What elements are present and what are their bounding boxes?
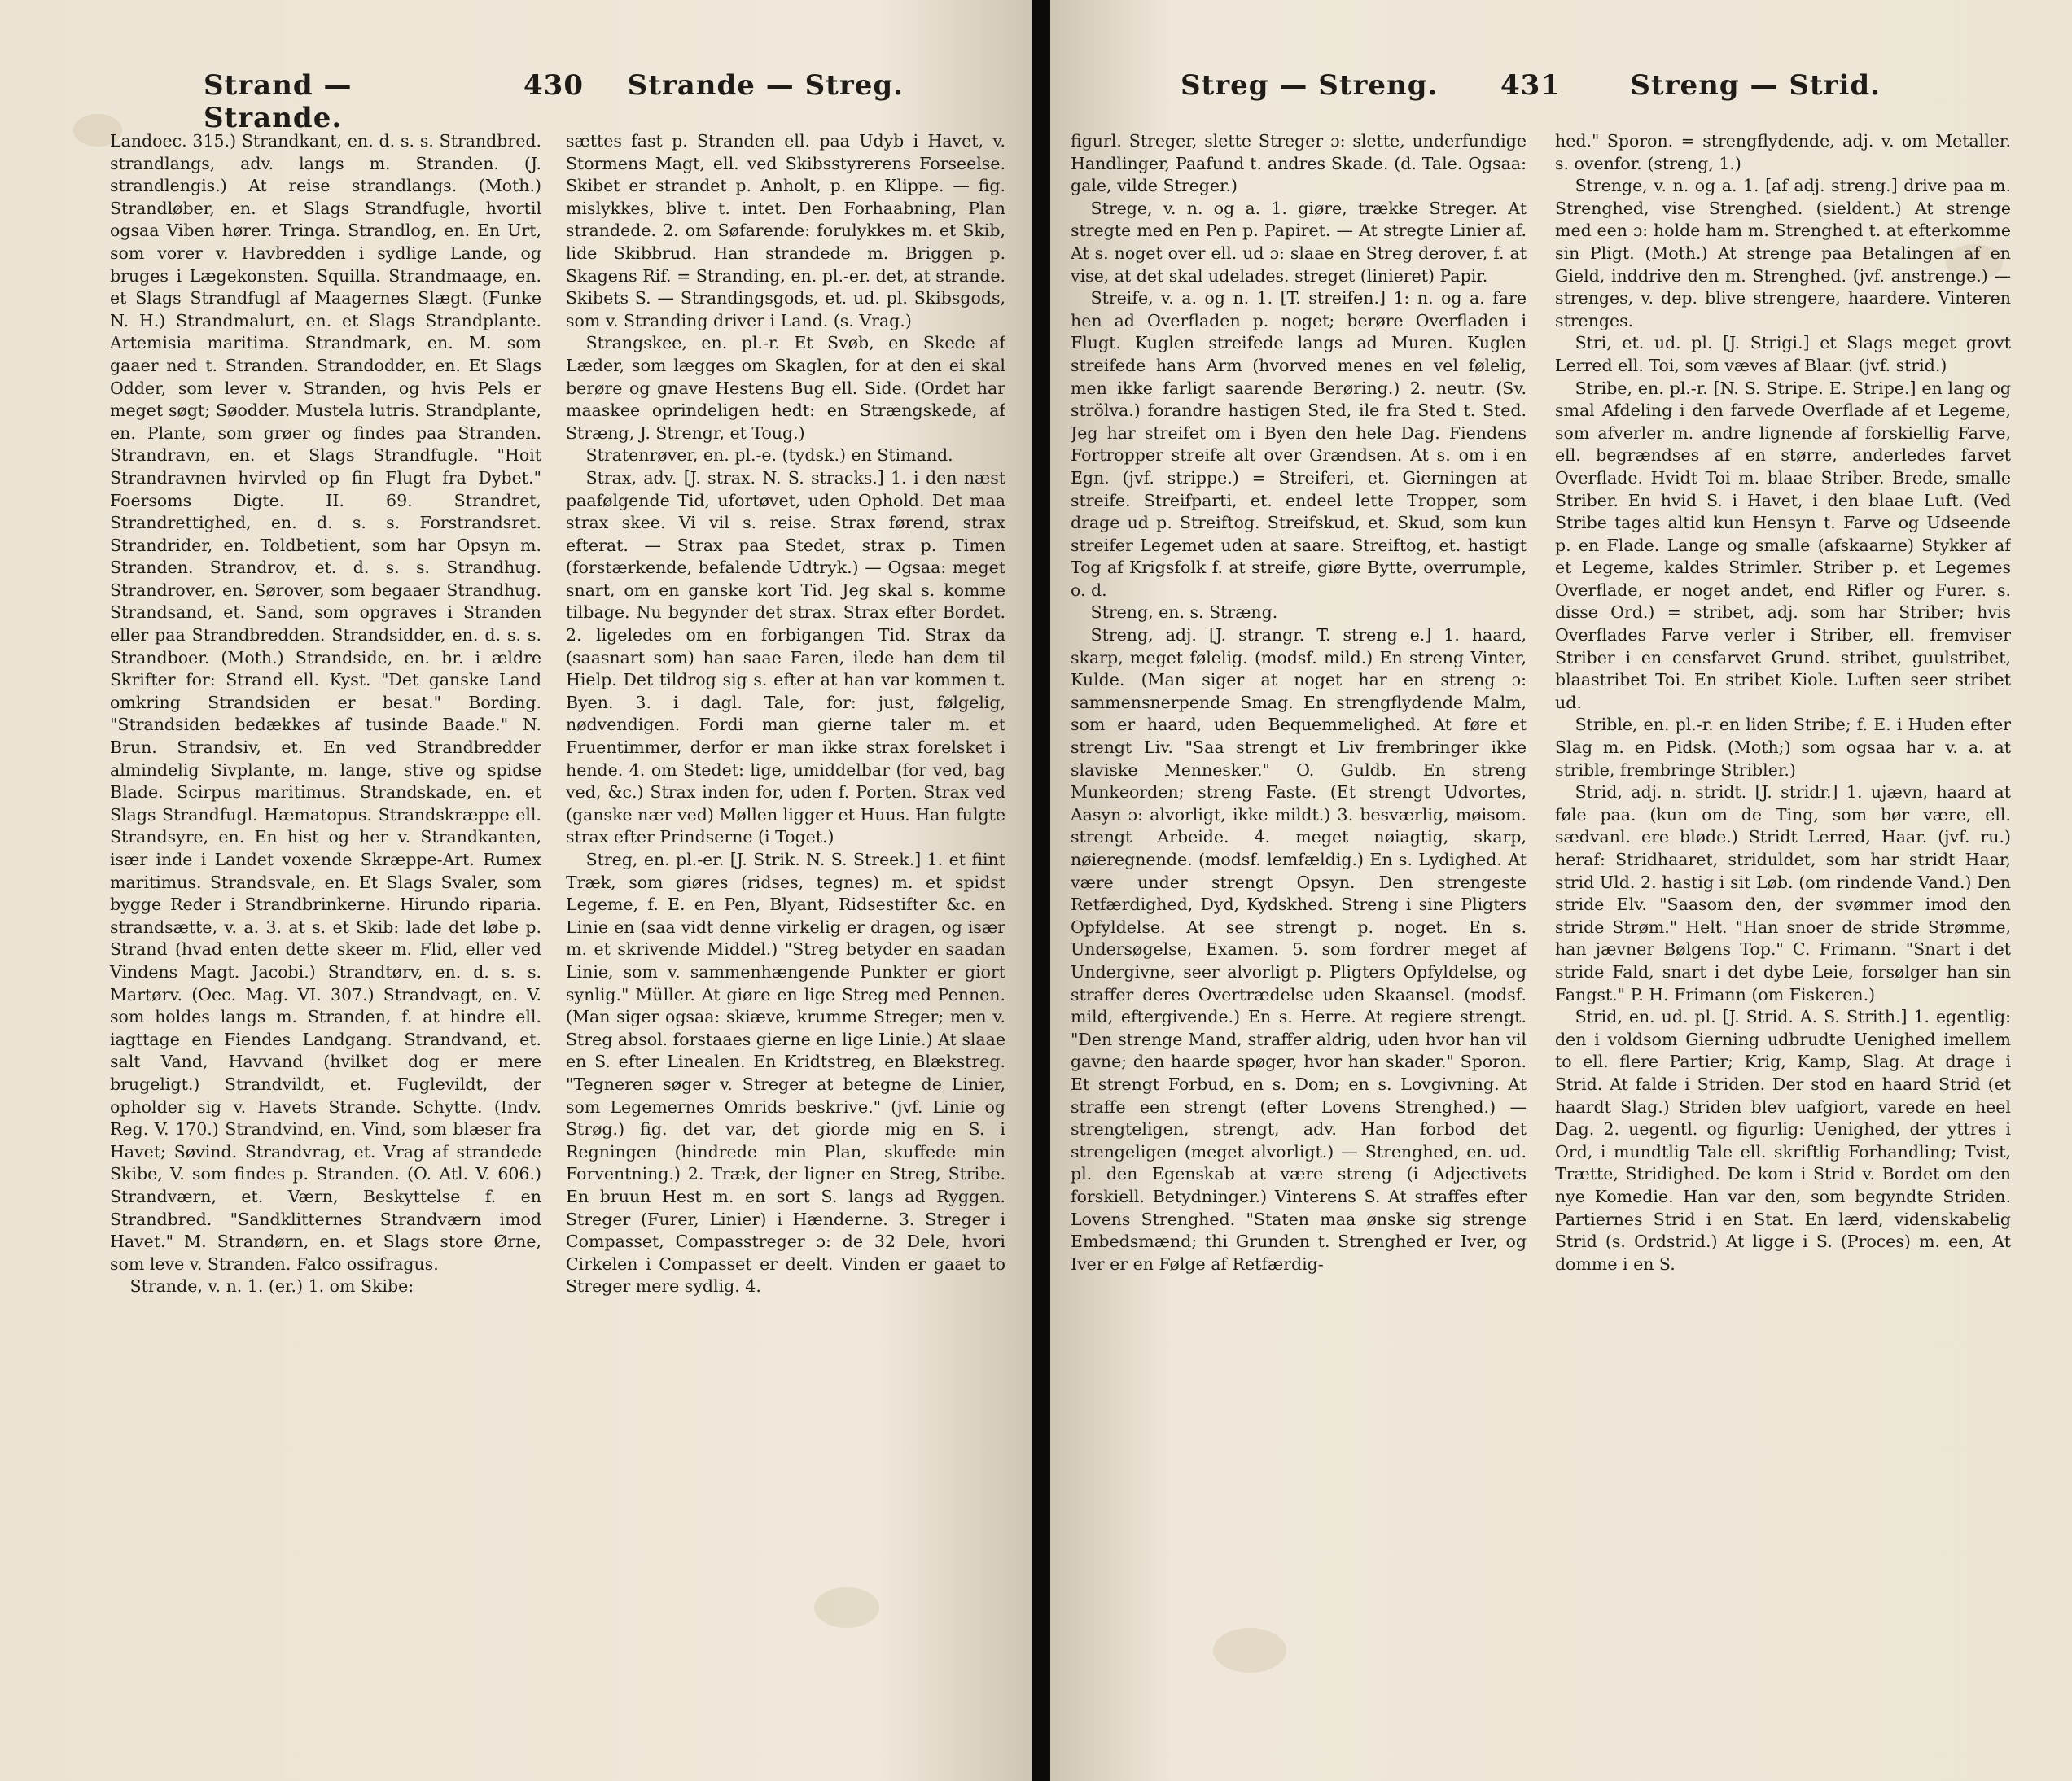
entry-paragraph: Strege, v. n. og a. 1. giøre, trække Streger. At stregte med en Pen p. Papiret. — At stregte Linier af. At s. noget over ell. ud ɔ: slaae en Streg derover, f. at vise, at det skal udelades. streget (linieret) Papir. — [1071, 198, 1527, 286]
guideword-right: Strande — Streg. — [627, 69, 905, 102]
entry-paragraph: Strid, adj. n. stridt. [J. stridr.] 1. ujævn, haard at føle paa. (kun om de Ting, som bør være, ell. sædvanl. ere bløde.) Stridt Lerred, Haar. (jvf. ru.) heraf: Stridhaaret, striduldet, som har stridt Haar, strid Uld. 2. hastig i sit Løb. (om rindende Vand.) Den stride Elv. "Saasom den, der svømmer imod den stride Strøm." Helt. "Han snoer de stride Strømme, han jævner Bølgens Top." C. Frimann. "Snart i det stride Fald, snart i det dybe Leie, forsølger han sin Fangst." P. H. Frimann (om Fiskeren.) — [1555, 782, 2011, 1004]
entry-paragraph: Stribe, en. pl.-r. [N. S. Stripe. E. Stripe.] en lang og smal Afdeling i den farvede Overflade af et Legeme, som afverler m. andre lignende af forskiellig Farve, ell. begrændses af en større, anderledes farvet Overflade. Hvidt Toi m. blaae Striber. Brede, smalle Striber. En hvid S. i Havet, i den blaae Luft. (Ved Stribe tages altid kun Hensyn t. Farve og Udseende p. en Flade. Lange og smalle (afskaarne) Stykker af et Legeme, kaldes Strimler. Striber p. et Legemes Overflade, er noget andet, end Rifler og Furer. s. disse Ord.) = stribet, adj. som har Striber; hvis Overflades Farve verler i Striber, ell. fremviser Striber i en censfarvet Grund. stribet, guulstribet, blaastribet Toi. En stribet Kiole. Luften seer stribet ud. — [1555, 378, 2011, 712]
text-column-2 — [566, 130, 1005, 1626]
entry-paragraph: Streng, en. s. Stræng. — [1090, 602, 1278, 623]
entry-paragraph: Strenge, v. n. og a. 1. [af adj. streng.] drive paa m. Strenghed, vise Strenghed. (sieldent.) At strenge med een ɔ: holde ham m. Strenghed t. at efterkomme sin Pligt. (Moth.) At strenge paa Betalingen af en Gield, inddrive den m. Strenghed. (jvf. anstrenge.) — strenges, v. dep. blive strengere, haardere. Vinteren strenges. — [1555, 176, 2011, 330]
running-header-right — [1181, 69, 1881, 118]
text-column-1 — [110, 130, 541, 1626]
entry-paragraph: figurl. Streger, slette Streger ɔ: slette, underfundige Handlinger, Paafund t. andres Skade. (d. Tale. Ogsaa: gale, vilde Streger.) — [1071, 131, 1527, 196]
guideword-left: Streg — Streng. — [1181, 69, 1439, 102]
book-gutter — [1032, 0, 1050, 1781]
entry-paragraph: Stri, et. ud. pl. [J. Strigi.] et Slags meget grovt Lerred ell. Toi, som væves af Blaar. (jvf. strid.) — [1555, 333, 2011, 375]
text-column-1 — [1071, 130, 1527, 1626]
entry-paragraph: Strangskee, en. pl.-r. Et Svøb, en Skede af Læder, som lægges om Skaglen, for at den ei skal berøre og gnave Hestens Bug ell. Side. (Ordet har maaskee oprindeligen hedt: en Strængskede, af Stræng, J. Strengr, et Toug.) — [566, 333, 1005, 443]
guideword-left: Strand — Strande. — [204, 69, 353, 134]
entry-paragraph: Strid, en. ud. pl. [J. Strid. A. S. Strith.] 1. egentlig: den i voldsom Gierning udbrudte Uenighed imellem to ell. flere Partier; Krig, Kamp, Slag. At drage i Strid. At falde i Striden. Der stod en haard Strid (et haardt Slag.) Striden blev uafgiort, varede en heel Dag. 2. uegentl. og figurlig: Uenighed, der yttres i Ord, i mundtlig Tale ell. skriftlig Forhandling; Tvist, Trætte, Stridighed. De kom i Strid v. Bordet om den nye Komedie. Han var den, som begyndte Striden. Partiernes Strid i en Stat. En lærd, videnskabelig Strid (s. Ordstrid.) At ligge i S. (Proces) m. een, At domme i en S. — [1555, 1007, 2011, 1274]
text-column-2 — [1555, 130, 2011, 1626]
entry-paragraph: Strible, en. pl.-r. en liden Stribe; f. E. i Huden efter Slag m. en Pidsk. (Moth;) som ogsaa har v. a. at strible, frembringe Stribler.) — [1555, 715, 2011, 780]
running-header-left — [204, 69, 905, 134]
entry-paragraph: Landoec. 315.) Strandkant, en. d. s. s. Strandbred. strandlangs, adv. langs m. Stranden. (J. strandlengis.) At reise strandlangs. (Moth.) Strandløber, en. et Slags Strandfugle, hvortil ogsaa Viben hører. Tringa. Strandlog, en. En Urt, som vorer v. Havbredden i sydlige Lande, og bruges i Lægekonsten. Squilla. Strandmaage, en. et Slags Strandfugl af Maagernes Slægt. (Funke N. H.) Strandmalurt, en. et Slags Strandplante. Artemisia maritima. Strandmark, en. M. som gaaer ned t. Stranden. Strandodder, en. Et Slags Odder, som lever v. Stranden, og hvis Pels er meget søgt; Søodder. Mustela lutris. Strandplante, en. Plante, som grøer og findes paa Stranden. Strandravn, en. et Slags Strandfugle. "Hoit Strandravnen hvirvled op fin Flugt fra Dybet." Foersoms Digte. II. 69. Strandret, Strandrettighed, en. d. s. s. Forstrandsret. Strandrider, en. Toldbetient, som har Opsyn m. Stranden. Strandrov, et. d. s. s. Strandhug. Strandrover, en. Sørover, som begaaer Strandhug. Strandsand, et. Sand, som opgraves i Stranden eller paa Strandbredden. Strandsidder, en. d. s. s. Strandboer. (Moth.) Strandside, en. br. i ældre Skrifter for: Strand ell. Kyst. "Det ganske Land omkring Strandsiden er besat." Bording. "Strandsiden bedækkes af tusinde Baade." N. Brun. Strandsiv, et. En ved Strandbredder almindelig Sivplante, m. lange, stive og spidse Blade. Scirpus maritimus. Strandskade, en. et Slags Strandfugl. Hæmatopus. Strandskræppe ell. Strandsyre, en. En hist og her v. Strandkanten, især inde i Landet voxende Skræppe-Art. Rumex maritimus. Strandsvale, en. Et Slags Svaler, som bygge Reder i Strandbrinkerne. Hirundo riparia. strandsætte, v. a. 3. at s. et Skib: lade det løbe p. Strand (hvad enten dette skeer m. Flid, eller ved Vindens Magt. Jacobi.) Strandtørv, en. d. s. s. Martørv. (Oec. Mag. VI. 307.) Strandvagt, en. V. som holdes langs m. Stranden, f. at hindre ell. iagttage en Fiendes Landgang. Strandvand, et. salt Vand, Havvand (hvilket dog er mere brugeligt.) Strandvildt, et. Fuglevildt, der opholder sig v. Havets Strande. Schytte. (Indv. Reg. V. 170.) Strandvind, en. Vind, som blæser fra Havet; Søvind. Strandvrag, et. Vrag af strandede Skibe, V. som findes p. Stranden. (O. Atl. V. 606.) Strandværn, et. Værn, Beskyttelse f. en Strandbred. "Sandklitternes Strandværn imod Havet." M. Strandørn, en. et Slags store Ørne, som leve v. Stranden. Falco ossifragus. — [110, 131, 541, 1274]
entry-paragraph: Stratenrøver, en. pl.-e. (tydsk.) en Stimand. — [585, 445, 953, 466]
guideword-right: Streng — Strid. — [1630, 69, 1881, 102]
entry-paragraph: hed." Sporon. = strengflydende, adj. v. om Metaller. s. ovenfor. (streng, 1.) — [1555, 131, 2011, 173]
entry-paragraph: Strande, v. n. 1. (er.) 1. om Skibe: — [129, 1276, 414, 1297]
right-page — [1050, 0, 2072, 1781]
entry-paragraph: Streng, adj. [J. strangr. T. streng e.] 1. haard, skarp, meget følelig. (modsf. mild.) En streng Vinter, Kulde. (Man siger at noget har en streng ɔ: sammensnerpende Smag. En strengflydende Malm, som er haard, uden Bequemmelighed. At føre et strengt Liv. "Saa strengt et Liv frembringer ikke slaviske Mennesker." O. Guldb. En streng Munkeorden; streng Faste. (Et strengt Udvortes, Aasyn ɔ: alvorligt, ikke mildt.) 3. besværlig, møisom. strengt Arbeide. 4. meget nøiagtig, skarp, nøieregnende. (modsf. lemfældig.) En s. Lydighed. At være under strengt Opsyn. Den strengeste Retfærdighed, Dyd, Kydskhed. Streng i sine Pligters Opfyldelse. At see strengt p. noget. En s. Undersøgelse, Examen. 5. som fordrer meget af Undergivne, seer alvorligt p. Pligters Opfyldelse, og straffer deres Overtrædelse uden Skaansel. (modsf. mild, eftergivende.) En s. Herre. At regiere strengt. "Den strenge Mand, straffer aldrig, uden hvor han vil gavne; den haarde spøger, hvor han skader." Sporon. Et strengt Forbud, en s. Dom; en s. Lovgivning. At straffe een strengt (efter Lovens Strenghed.) — strengteligen, strengt, adv. Han forbod det strengeligen (meget alvorligt.) — Strenghed, en. ud. pl. den Egenskab at være streng (i Adjectivets forskiell. Betydninger.) Vinterens S. At straffes efter Lovens Strenghed. "Staten maa ønske sig strenge Embedsmænd; thi Grunden t. Strenghed er Iver, og Iver er en Følge af Retfærdig- — [1071, 625, 1527, 1274]
entry-paragraph: sættes fast p. Stranden ell. paa Udyb i Havet, v. Stormens Magt, ell. ved Skibsstyrerens Forseelse. Skibet er strandet p. Anholt, p. en Klippe. — fig. mislykkes, blive t. intet. Den Forhaabning, Plan strandede. 2. om Søfarende: forulykkes m. et Skib, lide Skibbrud. Han strandede m. Briggen p. Skagens Rif. = Stranding, en. pl.-er. det, at strande. Skibets S. — Strandingsgods, et. ud. pl. Skibsgods, som v. Stranding driver i Land. (s. Vrag.) — [566, 131, 1005, 330]
entry-paragraph: Strax, adv. [J. strax. N. S. stracks.] 1. i den næst paafølgende Tid, ufortøvet, uden Ophold. Det maa strax skee. Vi vil s. reise. Strax førend, strax efterat. — Strax paa Stedet, strax p. Timen (forstærkende, befalende Udtryk.) — Ogsaa: meget snart, om en ganske kort Tid. Jeg skal s. komme tilbage. Nu begynder det strax. Strax efter Bordet. 2. ligeledes om en forbigangen Tid. Strax da (saasnart som) han saae Faren, ilede han dem til Hielp. Det tildrog sig s. efter at han var kommen t. Byen. 3. i dagl. Tale, for: just, følgelig, nødvendigen. Fordi man gierne taler m. et Fruentimmer, derfor er man ikke strax forelsket i hende. 4. om Stedet: lige, umiddelbar (for ved, bag ved, &c.) Strax inden for, uden f. Porten. Strax ved (ganske nær ved) Møllen ligger et Huus. Han fulgte strax efter Prindserne (i Toget.) — [566, 467, 1005, 847]
page-number: 430 — [523, 69, 584, 102]
entry-paragraph: Streife, v. a. og n. 1. [T. streifen.] 1: n. og a. fare hen ad Overfladen p. noget; berøre Overfladen i Flugt. Kuglen streifede langs ad Muren. Kuglen streifede hans Arm (hvorved menes en vel følelig, men ikke farligt saarende Berøring.) 2. neutr. (Sv. strölva.) forandre hastigen Sted, ile fra Sted t. Sted. Jeg har streifet om i Byen den hele Dag. Fiendens Fortropper streife alt over Grændsen. At s. om i en Egn. (jvf. strippe.) = Streiferi, et. Gierningen at streife. Streifparti, et. endeel lette Tropper, som drage ud p. Streiftog. Streifskud, et. Skud, som kun streifer Legemet uden at saare. Streiftog, et. hastigt Tog af Krigsfolk f. at streife, giøre Bytte, overrumple, o. d. — [1071, 288, 1527, 600]
left-page — [0, 0, 1032, 1781]
page-number: 431 — [1500, 69, 1561, 102]
entry-paragraph: Streg, en. pl.-er. [J. Strik. N. S. Streek.] 1. et fiint Træk, som giøres (ridses, tegnes) m. et spidst Legeme, f. E. en Pen, Blyant, Ridsestifter &c. en Linie en (saa vidt denne virkelig er dragen, og især m. et skrivende Middel.) "Streg betyder en saadan Linie, som v. sammenhængende Punkter er giort synlig." Müller. At giøre en lige Streg med Pennen. (Man siger ogsaa: skiæve, krumme Streger; men v. Streg absol. forstaaes gierne en lige Linie.) At slaae en S. efter Linealen. En Kridtstreg, en Blækstreg. "Tegneren søger v. Streger at betegne de Linier, som Legemernes Omrids beskrive." (jvf. Linie og Strøg.) fig. det var, det giorde mig en S. i Regningen (hindrede min Plan, skuffede min Forventning.) 2. Træk, der ligner en Streg, Stribe. En bruun Hest m. en sort S. langs ad Ryggen. Streger (Furer, Linier) i Hænderne. 3. Streger i Compasset, Compasstreger ɔ: de 32 Dele, hvori Cirkelen i Compasset er deelt. Vinden er gaaet to Streger mere sydlig. 4. — [566, 850, 1005, 1297]
